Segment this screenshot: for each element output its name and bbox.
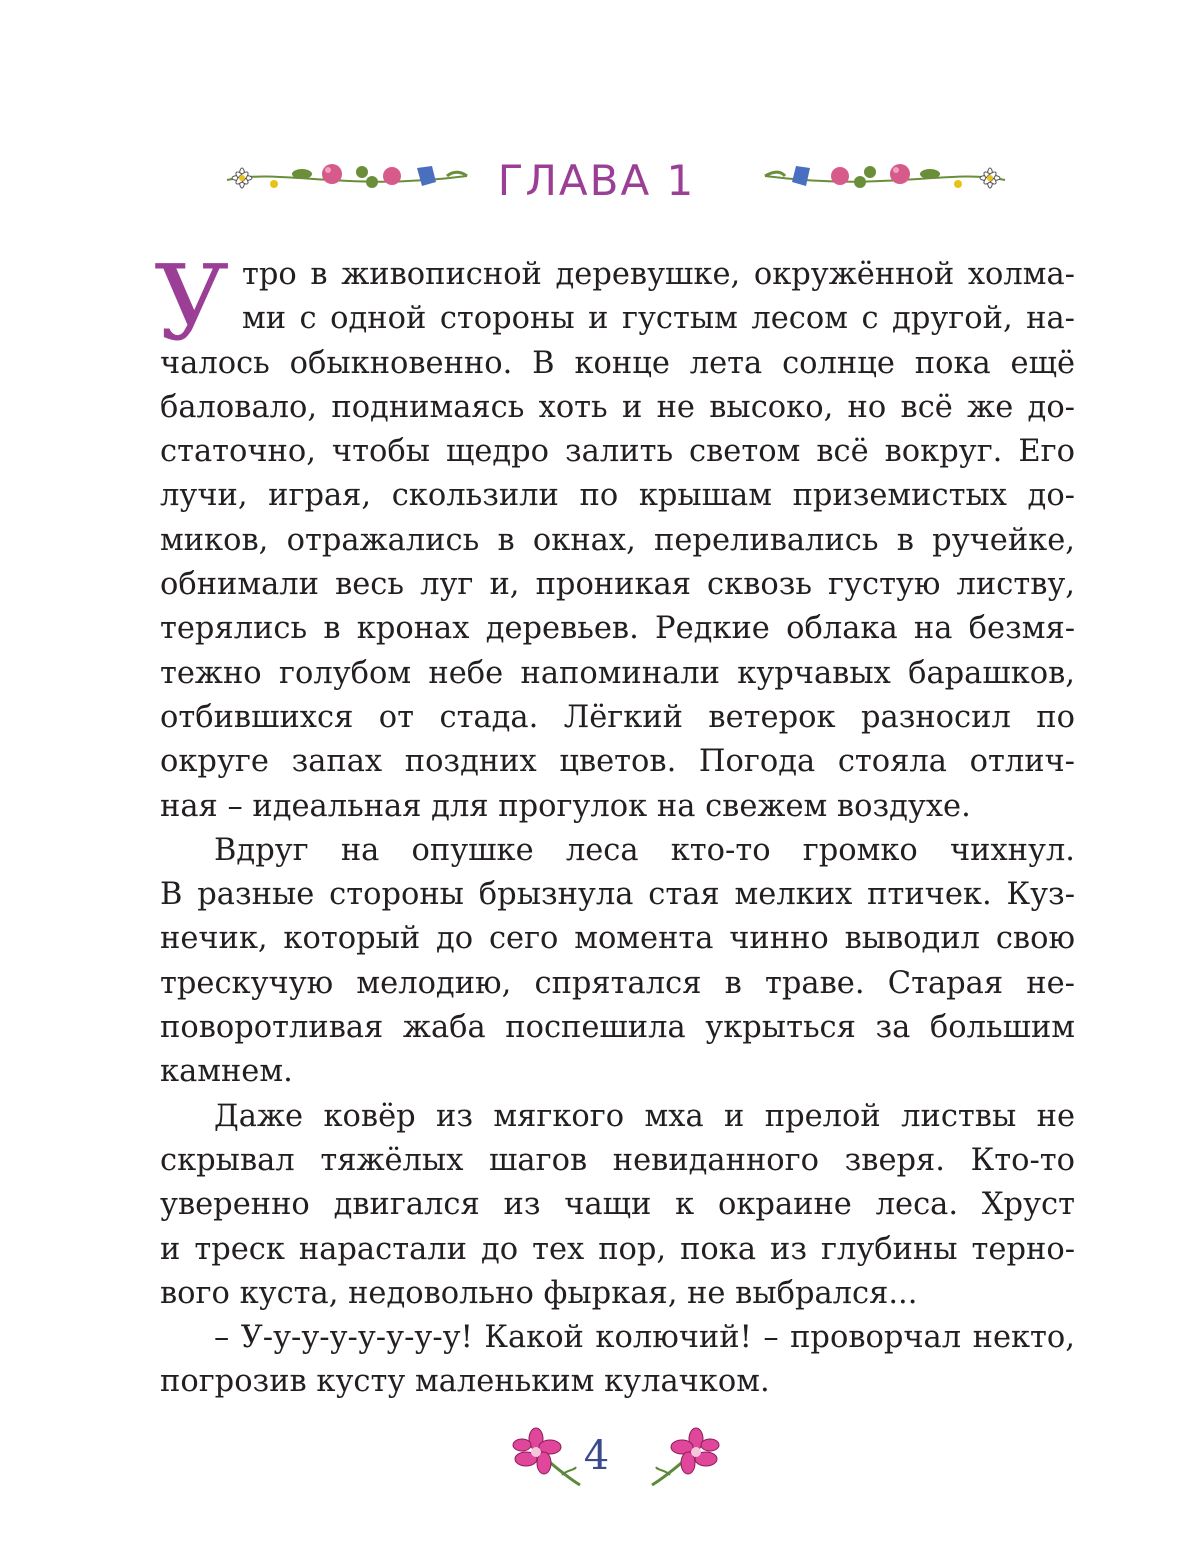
text-line: трескучую мелодию, спрятался в траве. Старая не- bbox=[160, 965, 1075, 1001]
text-line: статочно, чтобы щедро залить светом всё вокруг. Его bbox=[160, 434, 1075, 470]
page-number: 4 bbox=[583, 1433, 610, 1479]
text-line: вого куста, недовольно фыркая, не выбрался... bbox=[160, 1275, 918, 1311]
text-line: тежно голубом небе напоминали курчавых барашков, bbox=[160, 655, 1075, 691]
text-line: округе запах поздних цветов. Погода стояла отлич- bbox=[160, 744, 1075, 780]
text-line: отбившихся от стада. Лёгкий ветерок разносил по bbox=[160, 699, 1075, 735]
pink-flower-icon bbox=[650, 1425, 722, 1491]
floral-garland-icon bbox=[760, 148, 1010, 208]
story-text bbox=[154, 242, 1075, 1405]
text-line: тро в живописной деревушке, окружённой холма- bbox=[242, 257, 1075, 292]
paragraph-3 bbox=[160, 1095, 1075, 1316]
text-line: миков, отражались в окнах, переливались в ручейке, bbox=[160, 522, 1075, 558]
paragraph-2 bbox=[160, 829, 1075, 1095]
chapter-title: ГЛАВА 1 bbox=[497, 156, 696, 205]
text-line: – У-у-у-у-у-у-у-у! Какой колючий! – проворчал некто, bbox=[214, 1320, 1075, 1356]
text-line: ная – идеальная для прогулок на свежем воздухе. bbox=[160, 788, 971, 824]
text-line: чалось обыкновенно. В конце лета солнце пока ещё bbox=[160, 345, 1075, 381]
text-line: поворотливая жаба поспешила укрыться за большим bbox=[160, 1010, 1075, 1046]
page-footer bbox=[0, 1425, 1193, 1505]
paragraph-1 bbox=[160, 253, 1075, 829]
text-line: уверенно двигался из чащи к окраине леса. Хруст bbox=[160, 1187, 1075, 1223]
text-line: ми с одной стороны и густым лесом с другой, на- bbox=[242, 301, 1075, 337]
text-line: терялись в кронах деревьев. Редкие облака на безмя- bbox=[160, 611, 1075, 647]
text-line: Даже ковёр из мягкого мха и прелой листвы не bbox=[214, 1098, 1075, 1134]
text-line: Вдруг на опушке леса кто-то громко чихнул. bbox=[214, 832, 1075, 868]
paragraph-4 bbox=[160, 1316, 1075, 1405]
text-line: лучи, играя, скользили по крышам приземистых до- bbox=[160, 478, 1075, 514]
text-line: скрывал тяжёлых шагов невиданного зверя. Кто-то bbox=[160, 1142, 1075, 1178]
text-line: обнимали весь луг и, проникая сквозь густую листву, bbox=[160, 567, 1075, 603]
text-line: В разные стороны брызнула стая мелких птичек. Куз- bbox=[160, 877, 1075, 913]
text-line: баловало, поднимаясь хоть и не высоко, но всё же до- bbox=[160, 389, 1075, 425]
text-line: камнем. bbox=[160, 1054, 293, 1090]
drop-cap: У bbox=[154, 242, 230, 364]
text-line: и треск нарастали до тех пор, пока из глубины терно- bbox=[160, 1231, 1075, 1267]
text-line: нечик, который до сего момента чинно выводил свою bbox=[160, 921, 1075, 957]
chapter-header bbox=[0, 148, 1193, 218]
text-line: погрозив кусту маленьким кулачком. bbox=[160, 1364, 770, 1400]
